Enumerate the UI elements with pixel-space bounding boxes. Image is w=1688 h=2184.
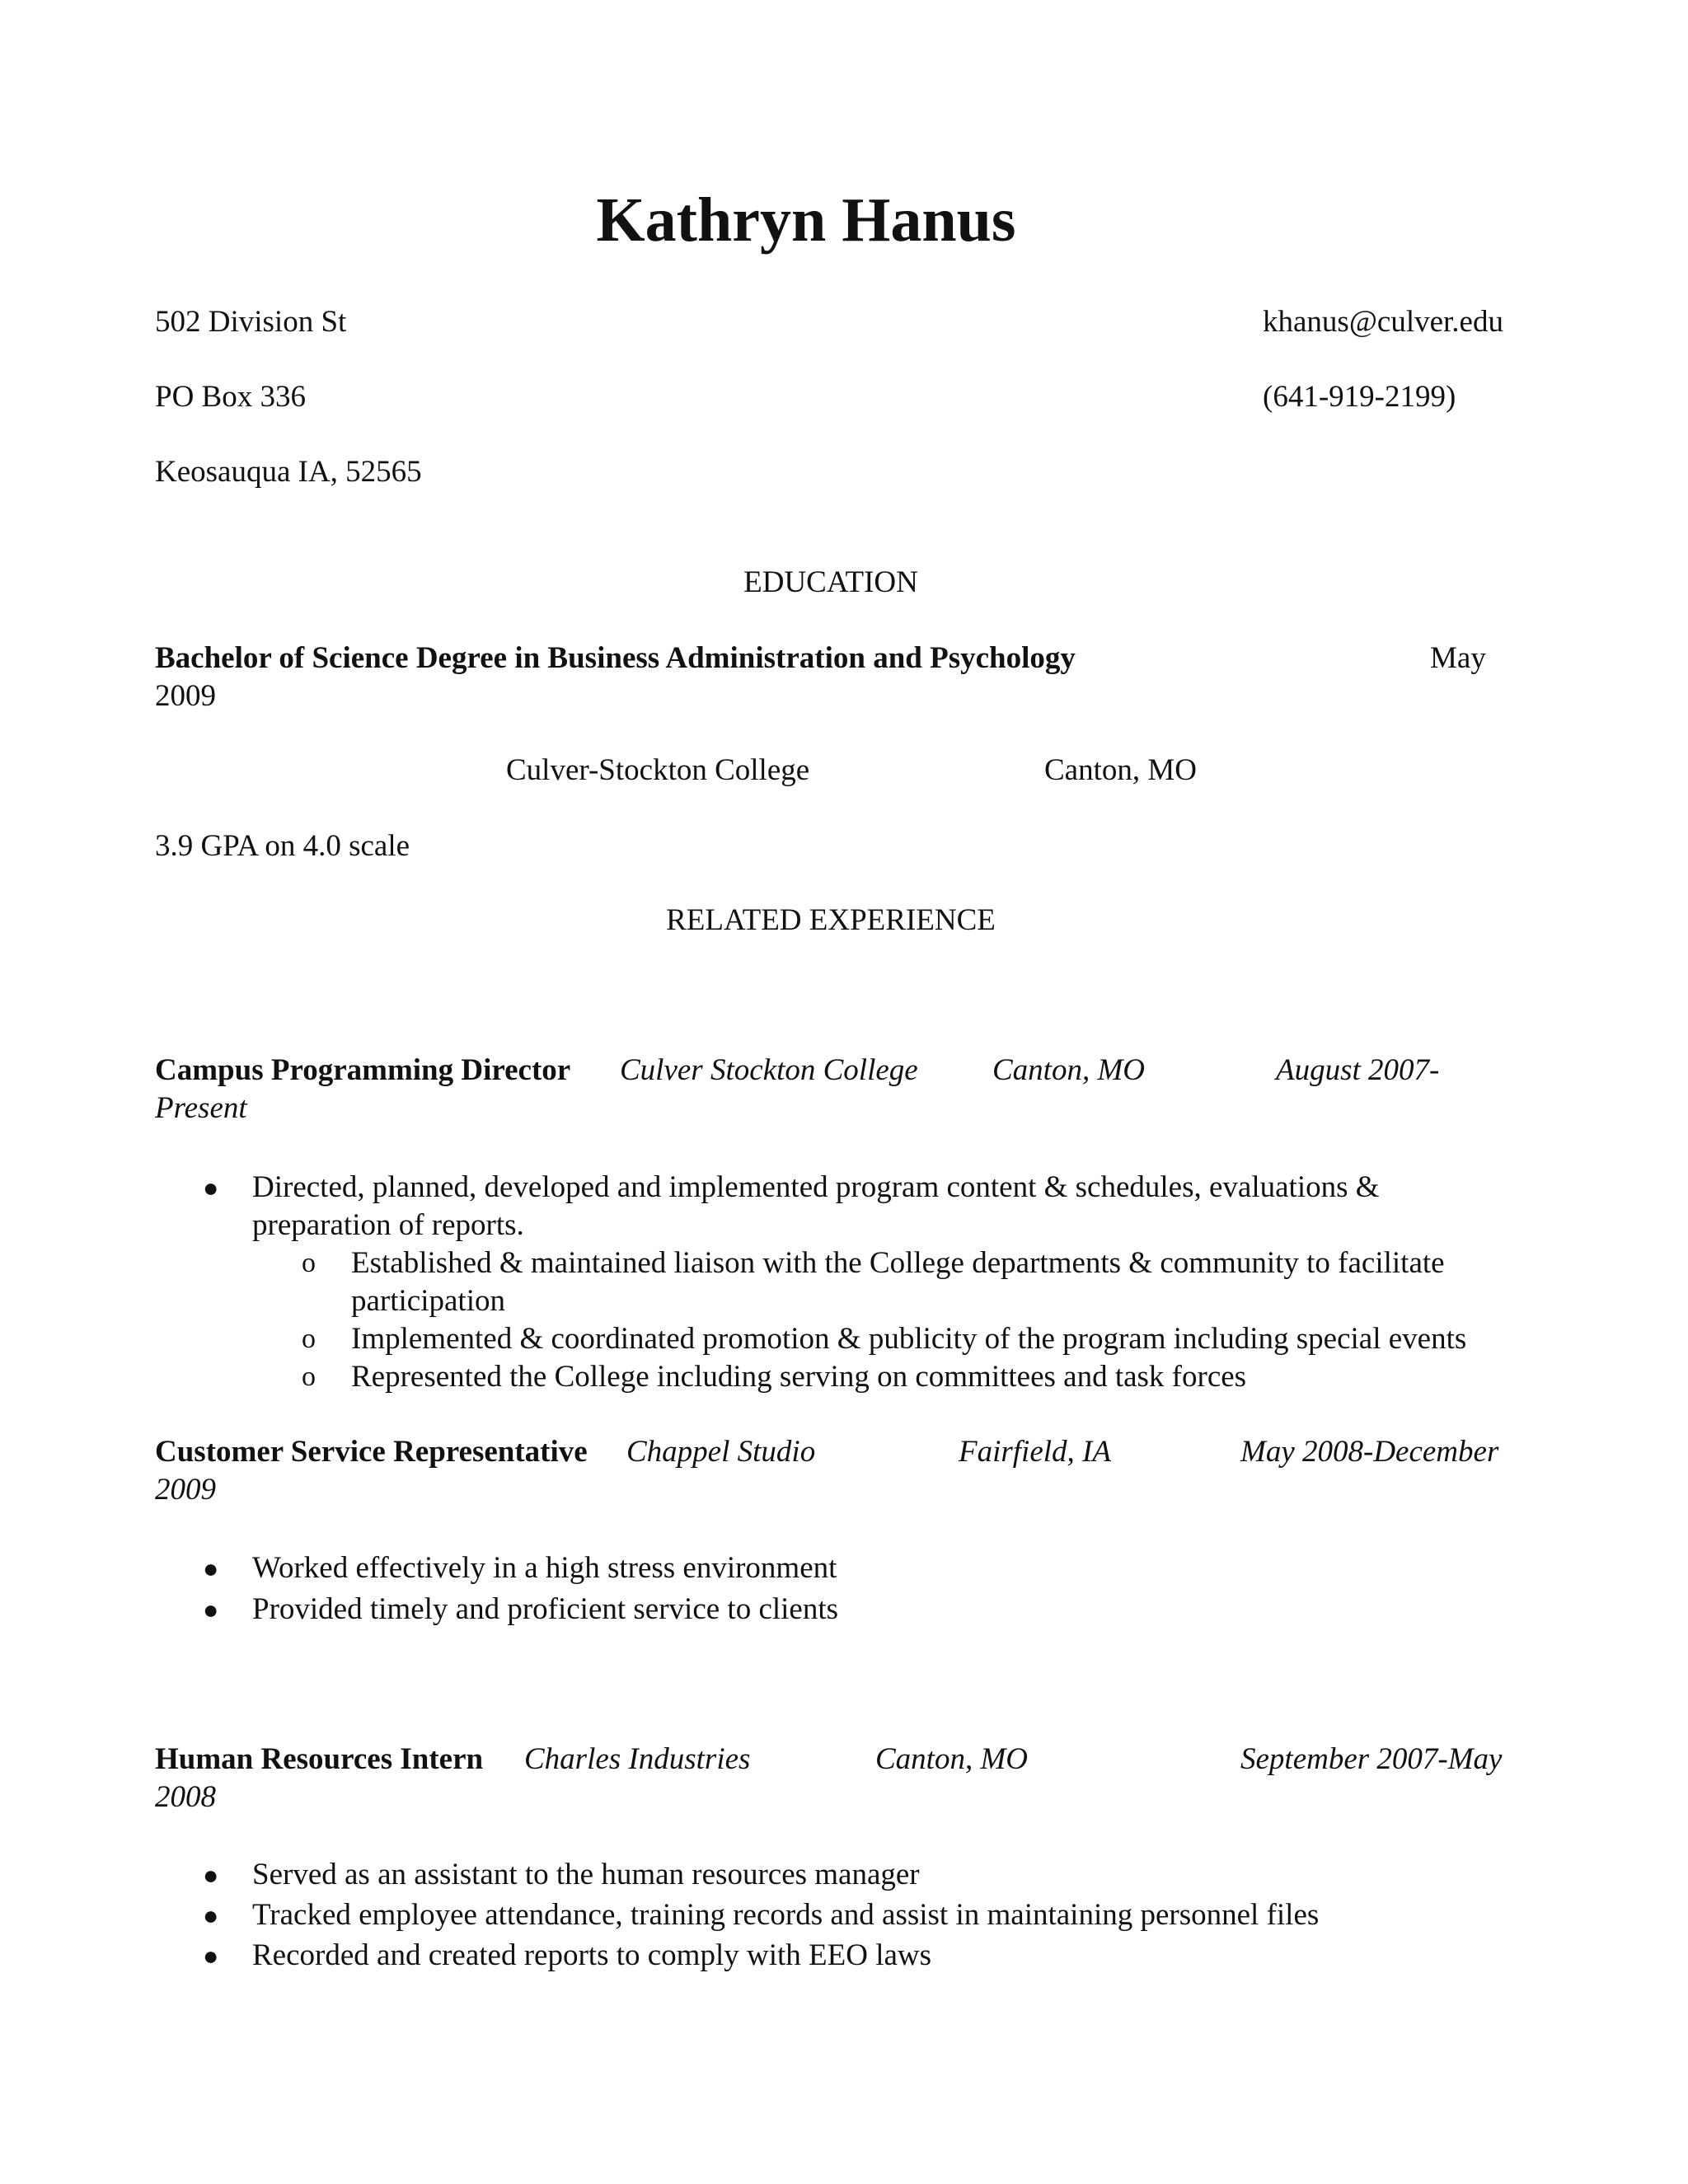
job-title: Customer Service Representative [155, 1435, 588, 1469]
job-bullet: Served as an assistant to the human resources manager [252, 1858, 920, 1891]
job-bullet: Provided timely and proficient service to clients [252, 1592, 839, 1626]
email: khanus@culver.edu [1263, 305, 1503, 339]
job-organization: Charles Industries [524, 1742, 751, 1776]
job-title: Campus Programming Director [155, 1053, 571, 1087]
experience-heading: RELATED EXPERIENCE [666, 903, 996, 937]
job-sub-bullet-continued: participation [351, 1284, 505, 1318]
bullet-icon: ● [203, 1595, 219, 1624]
gpa: 3.9 GPA on 4.0 scale [155, 829, 410, 863]
job-bullet: Recorded and created reports to comply with EEO laws [252, 1938, 932, 1972]
bullet-icon: ● [203, 1900, 219, 1930]
phone: (641-919-2199) [1263, 380, 1456, 414]
job-location: Canton, MO [875, 1742, 1028, 1776]
job-date-continued: Present [155, 1091, 247, 1125]
sub-bullet-icon: o [302, 1248, 316, 1278]
job-date: August 2007- [1276, 1053, 1440, 1087]
degree: Bachelor of Science Degree in Business Administration and Psychology [155, 641, 1076, 675]
bullet-icon: ● [203, 1860, 219, 1890]
bullet-icon: ● [203, 1941, 219, 1971]
job-bullet: Directed, planned, developed and implemented program content & schedules, evaluations & [252, 1170, 1380, 1204]
degree-date-month: May [1430, 641, 1486, 675]
bullet-icon: ● [203, 1554, 219, 1583]
address-line-2: PO Box 336 [155, 380, 306, 414]
address-line-1: 502 Division St [155, 305, 347, 339]
job-date-continued: 2008 [155, 1780, 216, 1814]
bullet-icon: ● [203, 1173, 219, 1202]
job-location: Canton, MO [992, 1053, 1145, 1087]
sub-bullet-icon: o [302, 1324, 316, 1354]
job-date: September 2007-May [1240, 1742, 1503, 1776]
school-location: Canton, MO [1044, 753, 1197, 787]
job-date: May 2008-December [1240, 1435, 1499, 1469]
address-line-3: Keosauqua IA, 52565 [155, 455, 422, 489]
job-bullet: Tracked employee attendance, training records and assist in maintaining personnel files [252, 1898, 1320, 1932]
job-sub-bullet: Established & maintained liaison with the College departments & community to facilitate [351, 1246, 1445, 1280]
resume-name: Kathryn Hanus [596, 185, 1016, 255]
job-title: Human Resources Intern [155, 1742, 484, 1776]
school-name: Culver-Stockton College [506, 753, 810, 787]
job-organization: Culver Stockton College [620, 1053, 918, 1087]
job-bullet-continued: preparation of reports. [252, 1208, 524, 1242]
job-sub-bullet: Implemented & coordinated promotion & publicity of the program including special events [351, 1322, 1467, 1356]
degree-date-year: 2009 [155, 679, 216, 713]
job-location: Fairfield, IA [959, 1435, 1111, 1469]
job-sub-bullet: Represented the College including serving on committees and task forces [351, 1360, 1247, 1394]
education-heading: EDUCATION [743, 565, 918, 599]
job-date-continued: 2009 [155, 1473, 216, 1507]
job-bullet: Worked effectively in a high stress environment [252, 1551, 837, 1585]
sub-bullet-icon: o [302, 1361, 316, 1392]
job-organization: Chappel Studio [626, 1435, 816, 1469]
